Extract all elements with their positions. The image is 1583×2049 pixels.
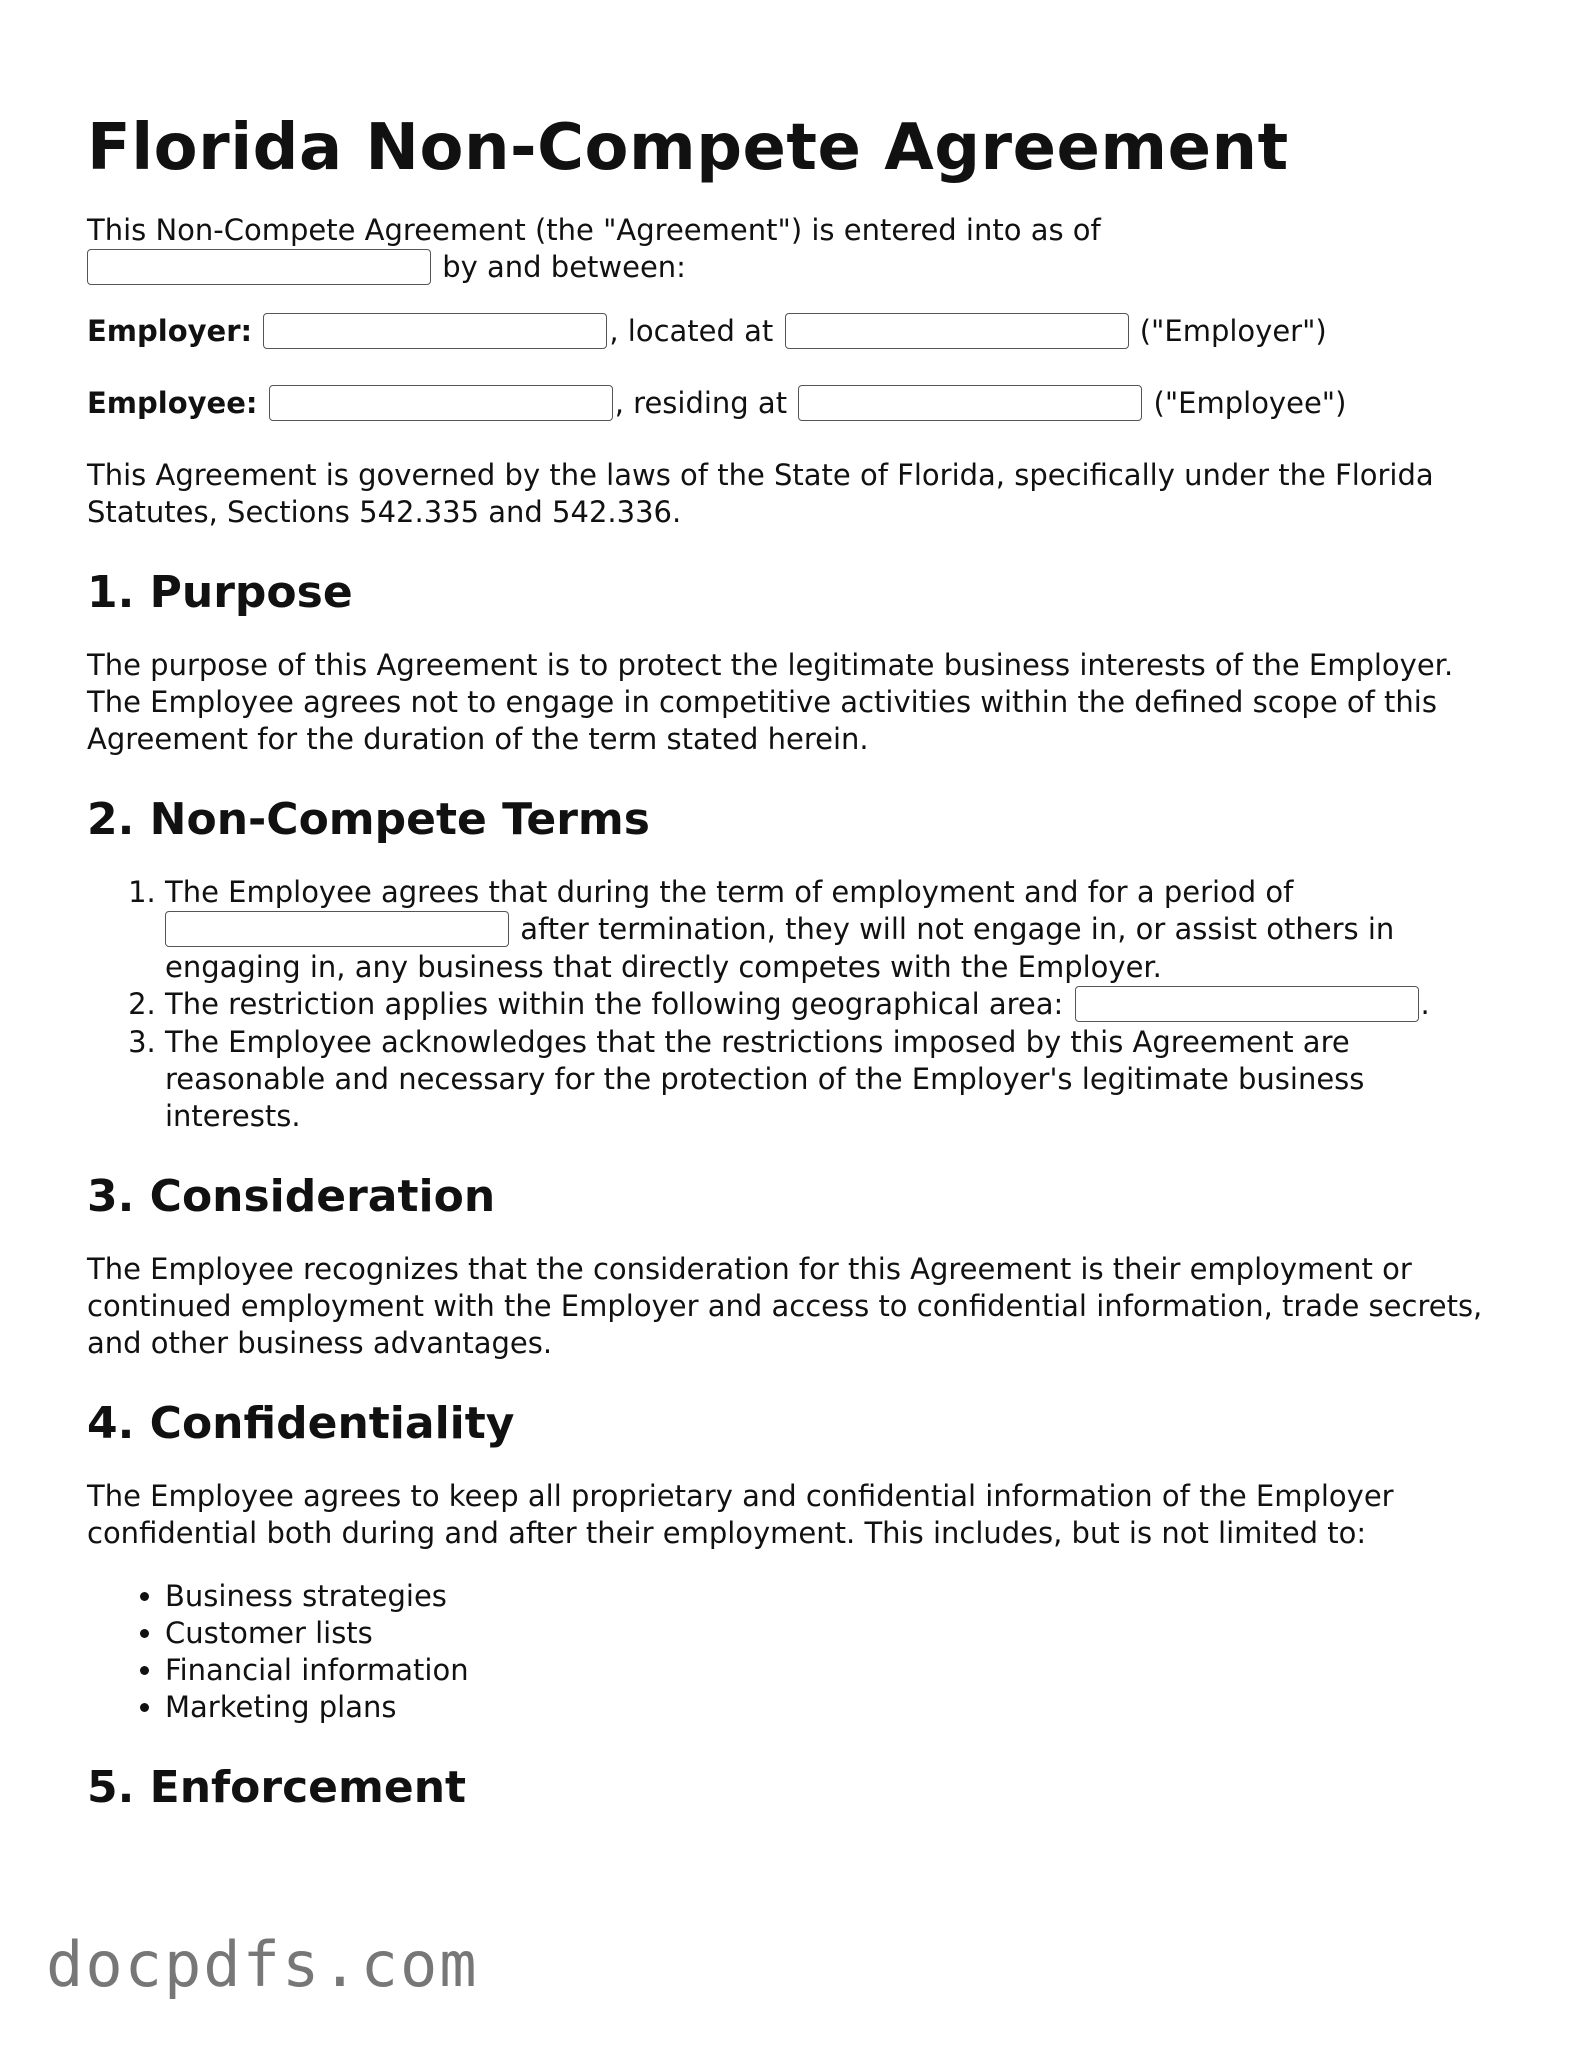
intro-text-continued: by and between: [442,250,686,284]
terms-item-1-text-continued: after termination, they will not engage in, or assist others in engaging in, any business that directly competes with the Employer. [165,912,1395,984]
employer-suffix: ("Employer") [1139,314,1327,348]
section-heading-terms: 2. Non-Compete Terms [87,794,650,845]
list-item: • Financial information [165,1652,1497,1689]
terms-item-3: 3. The Employee acknowledges that the restrictions imposed by this Agreement are reasonable and necessary for the protection of the Employer's legitimate business interests. [165,1024,1497,1135]
governing-law-paragraph: This Agreement is governed by the laws of the State of Florida, specifically under the Florida Statutes, Sections 542.335 and 542.336. [87,458,1434,529]
document-page [87,108,1497,1842]
terms-item-2 [165,986,1497,1024]
employer-label: Employer: [87,314,253,348]
list-item: • Business strategies [165,1578,1497,1615]
employer-line [87,313,1497,351]
employee-suffix: ("Employee") [1153,386,1347,420]
employer-address-field[interactable] [785,313,1129,349]
employee-address-field[interactable] [798,385,1142,421]
employee-residing-at-text: , residing at [614,386,788,420]
purpose-paragraph: The purpose of this Agreement is to protect the legitimate business interests of the Employer. The Employee agrees not to engage in competitive activities within the defined scope of this Agreement for the duration of the term stated herein. [87,648,1454,756]
page-title: Florida Non-Compete Agreement [87,111,1289,185]
employee-line [87,385,1497,423]
terms-list [87,874,1497,1135]
terms-item-1-text: The Employee agrees that during the term of employment and for a period of [165,875,1294,909]
restriction-period-field[interactable] [165,911,509,947]
employee-name-field[interactable] [269,385,613,421]
employer-name-field[interactable] [263,313,607,349]
consideration-paragraph: The Employee recognizes that the consideration for this Agreement is their employment or continued employment with the Employer and access to confidential information, trade secrets, and other business advantages. [87,1252,1483,1360]
employee-label: Employee: [87,386,258,420]
intro-text: This Non-Compete Agreement (the "Agreement") is entered into as of [87,213,1101,247]
geographic-area-field[interactable] [1075,986,1419,1022]
terms-item-2-period: . [1420,987,1430,1021]
agreement-date-field[interactable] [87,249,431,285]
terms-item-2-text: The restriction applies within the following geographical area: [165,987,1064,1021]
intro-paragraph [87,212,1497,287]
section-heading-consideration: 3. Consideration [87,1171,496,1222]
list-item: • Customer lists [165,1615,1497,1652]
employer-located-at-text: , located at [609,314,774,348]
watermark: docpdfs.com [46,1928,479,2001]
list-item: • Marketing plans [165,1689,1497,1726]
section-heading-purpose: 1. Purpose [87,567,353,618]
confidentiality-paragraph: The Employee agrees to keep all proprietary and confidential information of the Employer confidential both during and after their employment. This includes, but is not limited to: [87,1479,1394,1550]
section-heading-confidentiality: 4. Confidentiality [87,1398,515,1449]
confidential-items-list [87,1578,1497,1726]
section-heading-enforcement: 5. Enforcement [87,1762,467,1813]
terms-item-1 [165,874,1497,986]
